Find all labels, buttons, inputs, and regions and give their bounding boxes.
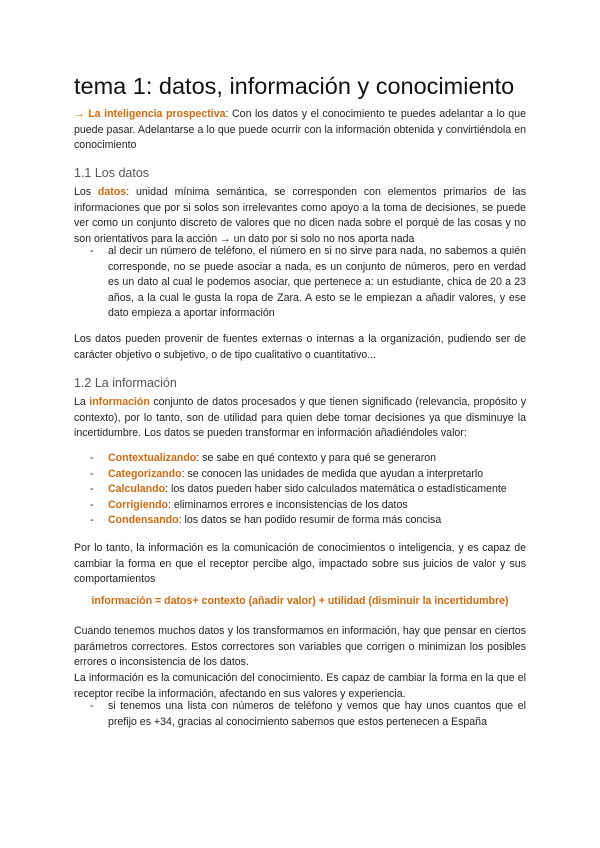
datos-pre: Los	[74, 186, 98, 198]
value-term: Condensando	[108, 514, 179, 527]
correctors-paragraph: Cuando tenemos muchos datos y los transformamos en información, hay que pensar en ciertos parámetros correctores. Estos correctores son variables que corrigen o minimizan los posibles errores o inconsistencia de los datos.	[74, 625, 526, 669]
value-term: Categorizando	[108, 467, 182, 480]
value-description: : los datos se han podido resumir de forma más concisa	[178, 514, 442, 527]
communication-paragraph: La información es la comunicación del conocimiento. Es capaz de cambiar la forma en la que el receptor recibe la información, afectando en sus valores y experiencia.	[74, 672, 526, 700]
value-term: Corrigiendo	[108, 498, 169, 511]
intro-paragraph	[74, 107, 526, 154]
arrow-icon: →	[74, 108, 85, 120]
value-term: Calculando	[108, 483, 166, 496]
list-item	[74, 699, 526, 730]
list-item	[74, 498, 526, 514]
formula	[74, 594, 526, 610]
section-heading-datos: 1.1 Los datos	[74, 166, 150, 180]
list-item	[74, 451, 526, 467]
dash-marker: -	[90, 467, 94, 480]
datos-term: datos	[97, 186, 127, 198]
value-description: : los datos pueden haber sido calculados matemática o estadísticamente	[165, 483, 507, 496]
datos-sources-paragraph: Los datos pueden provenir de fuentes externas o internas a la organización, pudiendo ser de carácter objetivo o subjetivo, o de tipo cualitativo o cuantitativo...	[74, 333, 526, 361]
value-description: : se conocen las unidades de medida que ayudan a interpretarlo	[181, 467, 484, 480]
phone-bullet-list	[74, 699, 526, 730]
datos-paragraph	[74, 185, 526, 247]
value-description: : eliminamos errores e inconsistencias de los datos	[168, 498, 408, 511]
list-item	[74, 513, 526, 529]
dash-marker: -	[90, 498, 94, 511]
list-item	[74, 244, 526, 322]
bullet-text: al decir un número de teléfono, el número en si no sirve para nada, no sabemos a quién corresponde, no se puede asociar a nada, es un conjunto de números, pero en verdad es un dato al cual le podemos asociar, que pertenece a: un estudiante, chica de 20 a 23 años, a la cual le gusta la ropa de Zara. A esto se le empiezan a añadir valores, y ese dato empieza a aportar información	[108, 245, 526, 320]
informacion-pre: La	[74, 396, 90, 408]
informacion-term: información	[89, 396, 150, 408]
dash-marker: -	[90, 700, 94, 712]
intro-term: La inteligencia prospectiva	[88, 108, 226, 120]
value-term: Contextualizando	[108, 452, 197, 464]
informacion-text: conjunto de datos procesados y que tienen significado (relevancia, propósito y contexto), por lo tanto, son de utilidad para quien debe tomar decisiones ya que disminuye la incertidumbre. Los datos se pueden transformar en información añadiéndoles valor:	[74, 396, 526, 440]
dash-marker: -	[90, 483, 94, 496]
conclusion-paragraph: Por lo tanto, la información es la comunicación de conocimientos o inteligencia, y es capaz de cambiar la forma en que el receptor percibe algo, impactado sobre sus juicios de valor y sus comportamientos	[74, 542, 526, 586]
dash-marker: -	[90, 452, 94, 464]
dash-marker: -	[90, 514, 94, 527]
value-description: : se sabe en qué contexto y para qué se generaron	[196, 452, 437, 464]
page-title: tema 1: datos, información y conocimiento	[74, 73, 515, 99]
formula-text: información = datos+ contexto (añadir valor) + utilidad (disminuir la incertidumbre)	[91, 595, 509, 607]
list-item	[74, 467, 526, 483]
dash-marker: -	[90, 245, 94, 257]
datos-bullet-list	[74, 244, 526, 322]
section-heading-informacion: 1.2 La información	[74, 376, 177, 390]
intro-text: : Con los datos y el conocimiento te puedes adelantar a lo que puede pasar. Adelantarse a lo que puede ocurrir con la información obtenida y convirtiéndola en conocimiento	[74, 108, 526, 152]
list-item	[74, 482, 526, 498]
datos-text: : unidad mínima semántica, se corresponden con elementos primarios de las informaciones que por si solos son irrelevantes como apoyo a la toma de decisiones, se puede ver como un conjunto discreto de valores que no dicen nada sobre el porqué de las cosas y no son orientativos para la acción → un dato por si solo no nos aporta nada	[74, 186, 526, 245]
value-list	[74, 451, 526, 529]
informacion-paragraph	[74, 395, 526, 442]
bullet-text: si tenemos una lista con números de teléfono y vemos que hay unos cuantos que el prefijo es +34, gracias al conocimiento sabemos que estos pertenecen a España	[108, 700, 526, 728]
